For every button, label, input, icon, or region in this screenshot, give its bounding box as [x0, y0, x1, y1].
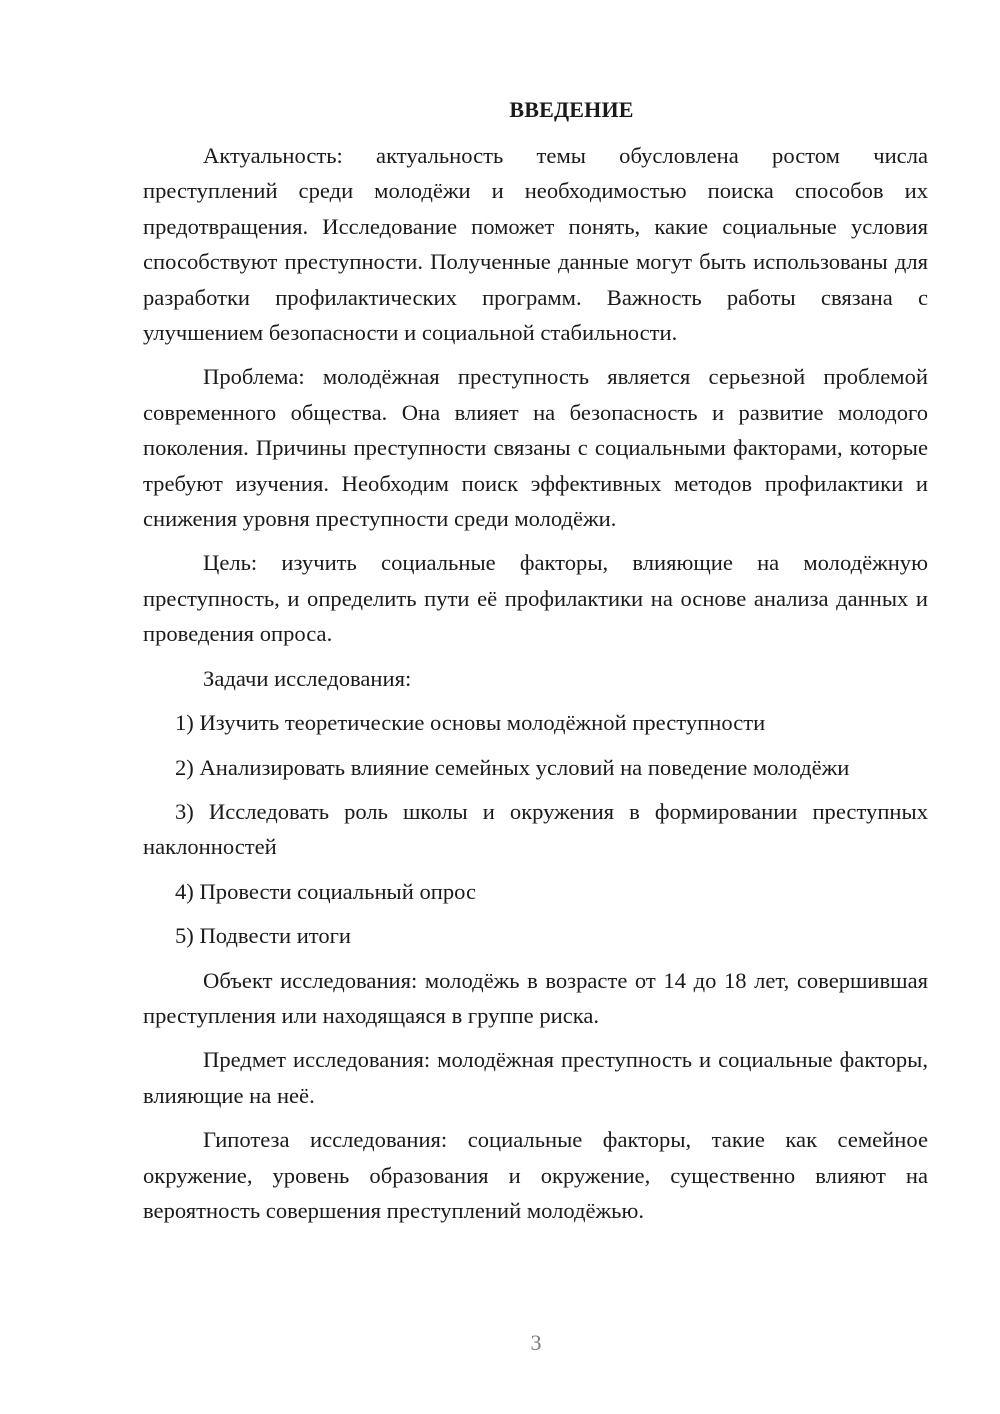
- task-item: 5) Подвести итоги: [175, 923, 352, 949]
- relevance-paragraph: Актуальность: актуальность темы обусловлена ростом числа преступлений среди молодёжи и необходимостью поиска способов их предотвращения. Исследование поможет понять, какие социальные условия способствуют преступности. Полученные данные могут быть использованы для разработки профилактических программ. Важность работы связана с улучшением безопасности и социальной стабильности.: [143, 143, 928, 346]
- hypothesis-paragraph: Гипотеза исследования: социальные факторы, такие как семейное окружение, уровень образования и окружение, существенно влияют на вероятность совершения преступлений молодёжью.: [143, 1127, 928, 1223]
- tasks-heading: Задачи исследования:: [203, 665, 412, 691]
- task-item: 4) Провести социальный опрос: [175, 878, 477, 904]
- section-title: ВВЕДЕНИЕ: [509, 97, 634, 122]
- document-page: [143, 92, 928, 1237]
- task-item: 1) Изучить теоретические основы молодёжной преступности: [175, 710, 766, 736]
- object-paragraph: Объект исследования: молодёжь в возрасте от 14 до 18 лет, совершившая преступления или находящаяся в группе риска.: [143, 967, 928, 1028]
- problem-paragraph: Проблема: молодёжная преступность является серьезной проблемой современного общества. Она влияет на безопасность и развитие молодого поколения. Причины преступности связаны с социальными факторами, которые требуют изучения. Необходим поиск эффективных методов профилактики и снижения уровня преступности среди молодёжи.: [143, 364, 928, 532]
- task-item: 2) Анализировать влияние семейных условий на поведение молодёжи: [175, 754, 850, 780]
- subject-paragraph: Предмет исследования: молодёжная преступность и социальные факторы, влияющие на неё.: [143, 1047, 928, 1108]
- page-number: 3: [530, 1330, 542, 1355]
- task-item: 3) Исследовать роль школы и окружения в формировании преступных наклонностей: [143, 798, 928, 860]
- goal-paragraph: Цель: изучить социальные факторы, влияющие на молодёжную преступность, и определить пути её профилактики на основе анализа данных и проведения опроса.: [143, 550, 928, 647]
